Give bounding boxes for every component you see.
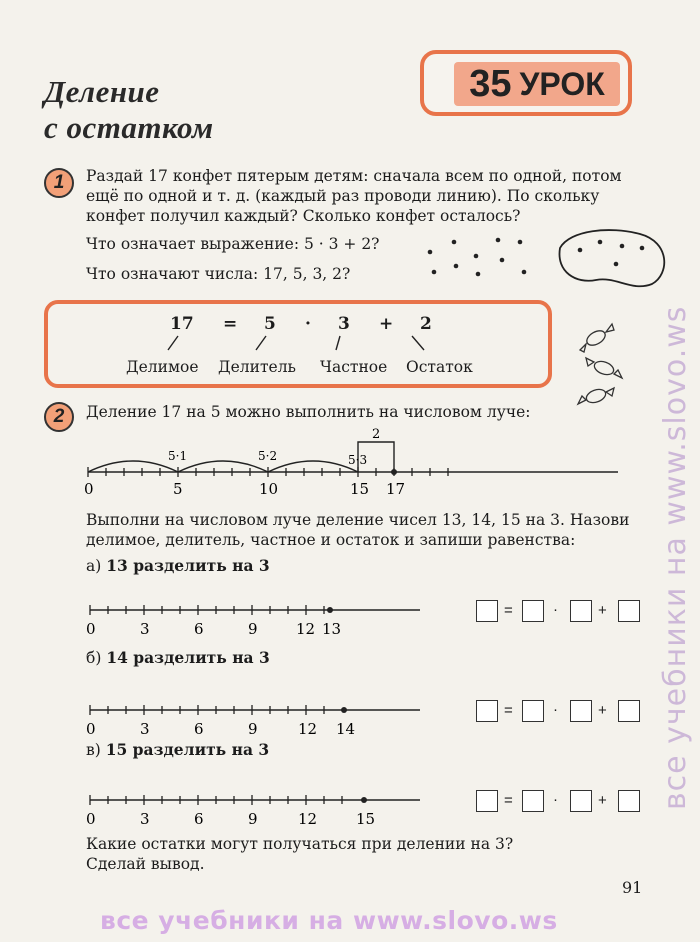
plus-sign: + [598, 602, 607, 619]
part-a-prefix: а) [86, 557, 102, 575]
conclusion [86, 834, 513, 874]
multiply-sign: · [553, 791, 558, 808]
part-a-tick-3: 3 [140, 620, 150, 638]
plus-sign: + [598, 792, 607, 809]
part-c-tick-12: 12 [298, 810, 318, 828]
formula-plus: + [379, 314, 394, 334]
lesson-title [44, 74, 214, 146]
part-b-text: 14 разделить на 3 [106, 648, 270, 667]
candy-dots-illustration [420, 228, 680, 292]
task-2-number-text: 2 [53, 406, 65, 427]
conclusion-question: Какие остатки могут получаться при делении на 3? [86, 835, 514, 853]
formula-quotient: 3 [338, 314, 350, 334]
task-1-question-1: Что означает выражение: 5 · 3 + 2? [86, 235, 380, 253]
arc-label-3: 5·3 [348, 453, 368, 467]
label-dividend: Делимое [126, 358, 199, 376]
answer-box-dividend[interactable] [476, 700, 498, 722]
answer-box-dividend[interactable] [476, 600, 498, 622]
part-b-tick-9: 9 [248, 720, 258, 738]
lesson-badge-inner [454, 62, 620, 106]
page-number: 91 [622, 878, 643, 897]
part-a-tick-0: 0 [86, 620, 96, 638]
instruction-line-1: Выполни на числовом луче деление чисел 13, 14, 15 на 3. Назови [86, 511, 630, 529]
multiply-sign: · [553, 701, 558, 718]
answer-box-dividend[interactable] [476, 790, 498, 812]
task-2-number [44, 402, 74, 432]
answer-box-quotient[interactable] [570, 600, 592, 622]
part-b-tick-6: 6 [194, 720, 204, 738]
part-b-label [86, 648, 270, 668]
equals-sign: = [504, 792, 513, 809]
equation-a [476, 600, 646, 626]
label-remainder: Остаток [406, 358, 473, 376]
part-b-tick-3: 3 [140, 720, 150, 738]
task-1-line-3: конфет получил каждый? Сколько конфет осталось? [86, 207, 521, 225]
part-c-tick-3: 3 [140, 810, 150, 828]
formula-dividend: 17 [170, 314, 194, 334]
candies-icon [574, 316, 630, 412]
bowl-icon [559, 230, 664, 286]
part-a-tick-12: 12 [296, 620, 316, 638]
arc-label-1: 5·1 [168, 449, 188, 463]
part-b-tick-12: 12 [298, 720, 318, 738]
formula-divisor: 5 [264, 314, 276, 334]
task-1-question-2: Что означают числа: 17, 5, 3, 2? [86, 265, 351, 283]
answer-box-remainder[interactable] [618, 790, 640, 812]
part-b-tick-14: 14 [336, 720, 356, 738]
part-c-tick-6: 6 [194, 810, 204, 828]
part-c-tick-9: 9 [248, 810, 258, 828]
task-1-number-text: 1 [53, 172, 65, 193]
part-c-prefix: в) [86, 741, 101, 759]
number-line-b [80, 698, 440, 738]
answer-box-divisor[interactable] [522, 790, 544, 812]
number-line-c [80, 788, 440, 828]
task-1-line-1: Раздай 17 конфет пятерым детям: сначала всем по одной, потом [86, 167, 622, 185]
answer-box-quotient[interactable] [570, 700, 592, 722]
number-line-a [80, 598, 440, 638]
answer-box-remainder[interactable] [618, 600, 640, 622]
equation-c [476, 790, 646, 816]
task-2-intro: Деление 17 на 5 можно выполнить на числовом луче: [86, 403, 531, 421]
part-a-tick-9: 9 [248, 620, 258, 638]
main-number-line [80, 420, 640, 500]
part-a-tick-6: 6 [194, 620, 204, 638]
lesson-word: УРОК [519, 65, 605, 102]
title-line-2: с остатком [44, 110, 214, 145]
formula-dot: · [305, 314, 311, 334]
tick-label-0: 0 [84, 480, 94, 498]
watermark-vertical [658, 120, 693, 820]
task-1-number [44, 168, 74, 198]
task-2-instruction [86, 510, 629, 550]
formula-connectors [140, 332, 460, 356]
tick-label-15: 15 [350, 480, 370, 498]
candy-dots [428, 238, 527, 277]
part-c-text: 15 разделить на 3 [105, 740, 270, 759]
part-a-label [86, 556, 270, 576]
part-a-text: 13 разделить на 3 [106, 556, 270, 575]
equals-sign: = [504, 702, 513, 719]
label-quotient: Частное [320, 358, 388, 376]
part-b-tick-0: 0 [86, 720, 96, 738]
instruction-line-2: делимое, делитель, частное и остаток и запиши равенства: [86, 531, 576, 549]
lesson-number: 35 [469, 62, 512, 105]
tick-label-5: 5 [173, 480, 183, 498]
answer-box-divisor[interactable] [522, 600, 544, 622]
part-c-label [86, 740, 269, 760]
label-divisor: Делитель [218, 358, 296, 376]
watermark-bottom[interactable]: все учебники на www.slovo.ws [100, 906, 558, 935]
answer-box-divisor[interactable] [522, 700, 544, 722]
multiply-sign: · [553, 601, 558, 618]
tick-label-10: 10 [259, 480, 279, 498]
equation-b [476, 700, 646, 726]
part-b-prefix: б) [86, 649, 102, 667]
formula-remainder: 2 [420, 314, 432, 334]
bowl-dots [578, 240, 645, 267]
plus-sign: + [598, 702, 607, 719]
formula-equals: = [223, 314, 238, 334]
part-c-tick-0: 0 [86, 810, 96, 828]
title-line-1: Деление [44, 74, 160, 109]
arc-label-2: 5·2 [258, 449, 278, 463]
answer-box-remainder[interactable] [618, 700, 640, 722]
answer-box-quotient[interactable] [570, 790, 592, 812]
remainder-label: 2 [372, 427, 381, 442]
tick-label-17: 17 [386, 480, 406, 498]
task-1-text [86, 166, 622, 226]
conclusion-instruction: Сделай вывод. [86, 855, 205, 873]
part-c-tick-15: 15 [356, 810, 376, 828]
part-a-tick-13: 13 [322, 620, 342, 638]
equals-sign: = [504, 602, 513, 619]
watermark-vertical-text: все учебники на www.slovo.ws [658, 305, 693, 810]
lesson-badge [420, 50, 632, 116]
task-1-line-2: ещё по одной и т. д. (каждый раз проводи линию). По скольку [86, 187, 600, 205]
